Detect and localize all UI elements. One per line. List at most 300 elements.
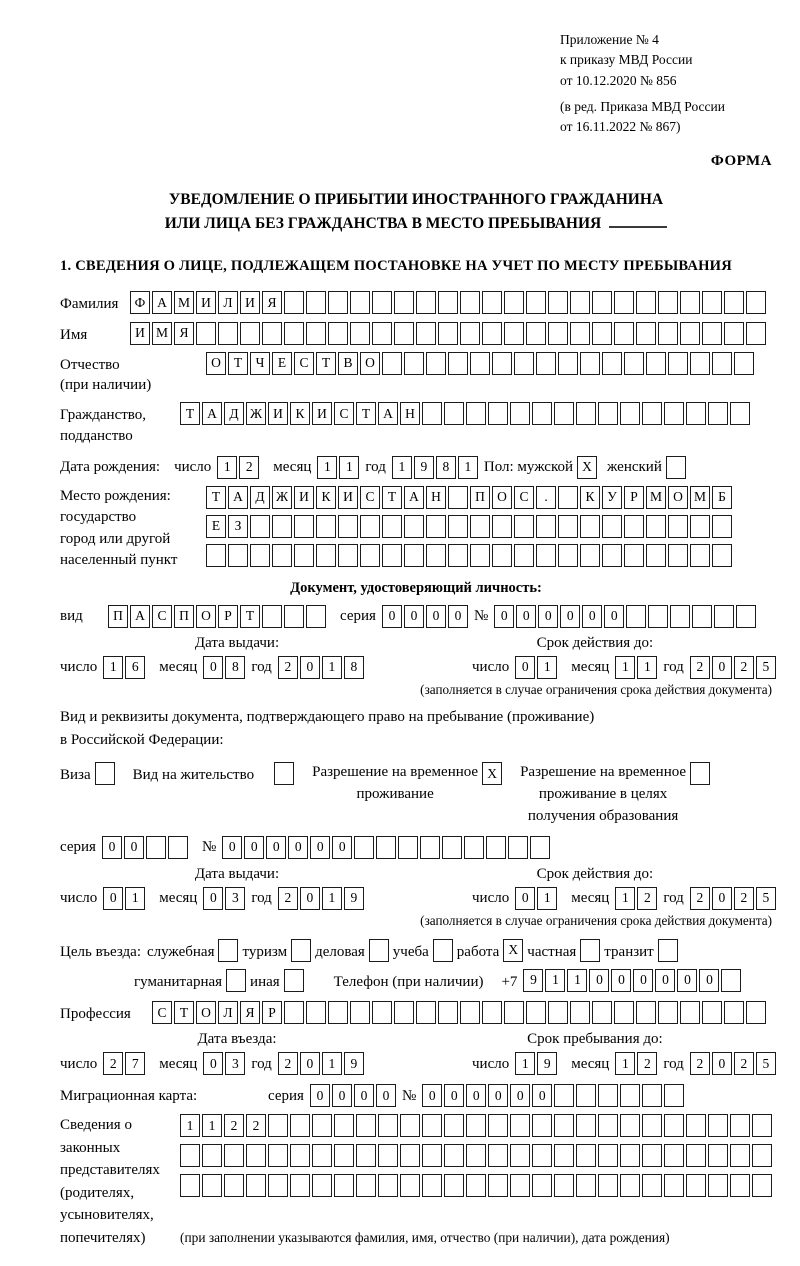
permit-number-boxes xyxy=(222,836,550,859)
char-box xyxy=(246,1174,266,1197)
char-box xyxy=(316,544,336,567)
char-box xyxy=(146,836,166,859)
char-box xyxy=(510,402,530,425)
permit-issue-group xyxy=(60,887,414,910)
char-box xyxy=(680,1001,700,1024)
year-label: год xyxy=(251,889,272,906)
char-box xyxy=(338,515,358,538)
char-box xyxy=(642,1114,662,1137)
day-label: число xyxy=(472,1055,510,1072)
char-box xyxy=(658,1001,678,1024)
char-box xyxy=(708,1144,728,1167)
permit-valid-day-boxes xyxy=(515,887,557,910)
legal-reps-label-line: попечителях) xyxy=(60,1229,146,1246)
title-line1: УВЕДОМЛЕНИЕ О ПРИБЫТИИ ИНОСТРАННОГО ГРАЖДАНИНА xyxy=(168,191,664,209)
purpose-work-checkbox: X xyxy=(503,939,523,962)
char-box: Ф xyxy=(130,291,150,314)
permit-doc-line2: в Российской Федерации: xyxy=(60,732,224,749)
char-box xyxy=(400,1174,420,1197)
char-box: 0 xyxy=(426,605,446,628)
char-box: А xyxy=(404,486,424,509)
char-box xyxy=(460,322,480,345)
char-box xyxy=(602,352,622,375)
appendix-line: к приказу МВД России xyxy=(560,52,693,68)
char-box xyxy=(334,1114,354,1137)
char-box xyxy=(400,1144,420,1167)
char-box xyxy=(690,352,710,375)
char-box: С xyxy=(360,486,380,509)
char-box xyxy=(294,515,314,538)
char-box xyxy=(532,1144,552,1167)
char-box xyxy=(548,291,568,314)
char-box xyxy=(702,322,722,345)
char-box xyxy=(470,352,490,375)
char-box: М xyxy=(646,486,666,509)
char-box xyxy=(306,291,326,314)
char-box: 0 xyxy=(611,969,631,992)
char-box xyxy=(602,515,622,538)
char-box: 1 xyxy=(322,1052,342,1075)
amendment-block xyxy=(560,97,772,138)
valid-until-heading: Срок действия до: xyxy=(536,634,654,651)
char-box xyxy=(734,352,754,375)
char-box xyxy=(636,1001,656,1024)
char-box: 2 xyxy=(278,887,298,910)
char-box xyxy=(400,1114,420,1137)
char-box xyxy=(620,1084,640,1107)
char-box xyxy=(642,1084,662,1107)
char-box xyxy=(394,322,414,345)
char-box xyxy=(692,605,712,628)
char-box: И xyxy=(338,486,358,509)
entry-day-boxes xyxy=(103,1052,145,1075)
char-box xyxy=(576,1144,596,1167)
migration-card-row xyxy=(60,1084,772,1107)
char-box xyxy=(272,544,292,567)
char-box xyxy=(466,402,486,425)
citizenship-row xyxy=(60,402,772,446)
char-box: О xyxy=(668,486,688,509)
char-box xyxy=(536,352,556,375)
char-box xyxy=(686,1114,706,1137)
birth-place-line3-boxes xyxy=(206,544,732,567)
char-box: П xyxy=(174,605,194,628)
char-box: 5 xyxy=(756,887,776,910)
char-box xyxy=(486,836,506,859)
id-issue-month-boxes xyxy=(203,656,245,679)
char-box: Т xyxy=(174,1001,194,1024)
char-box xyxy=(316,515,336,538)
char-box: 0 xyxy=(538,605,558,628)
char-box xyxy=(404,515,424,538)
char-box xyxy=(576,1084,596,1107)
char-box: У xyxy=(602,486,622,509)
char-box: Т xyxy=(206,486,226,509)
char-box xyxy=(196,322,216,345)
char-box: 9 xyxy=(344,887,364,910)
char-box xyxy=(648,605,668,628)
char-box xyxy=(708,1174,728,1197)
char-box xyxy=(712,544,732,567)
char-box xyxy=(620,1114,640,1137)
char-box xyxy=(664,1084,684,1107)
char-box xyxy=(466,1114,486,1137)
char-box xyxy=(646,544,666,567)
char-box xyxy=(536,515,556,538)
char-box xyxy=(614,291,634,314)
char-box xyxy=(548,322,568,345)
char-box: 0 xyxy=(712,1052,732,1075)
char-box: 3 xyxy=(225,887,245,910)
form-label: ФОРМА xyxy=(710,153,772,170)
purpose-transit-label: транзит xyxy=(604,943,654,960)
char-box xyxy=(426,515,446,538)
id-doc-note: (заполняется в случае ограничения срока действия документа) xyxy=(420,681,772,697)
legal-reps-row3-boxes xyxy=(180,1174,772,1197)
char-box: 0 xyxy=(560,605,580,628)
char-box xyxy=(334,1144,354,1167)
legal-reps-label-line: представителях xyxy=(60,1162,160,1179)
birth-date-label: Дата рождения: xyxy=(60,459,161,476)
temp-residence-line1: Разрешение на временное xyxy=(312,764,479,781)
char-box: 0 xyxy=(712,887,732,910)
char-box: К xyxy=(316,486,336,509)
char-box: О xyxy=(196,605,216,628)
legal-reps-block xyxy=(60,1114,772,1249)
char-box: 2 xyxy=(278,656,298,679)
char-box: 0 xyxy=(515,656,535,679)
char-box xyxy=(504,1001,524,1024)
char-box: Д xyxy=(224,402,244,425)
char-box xyxy=(422,1144,442,1167)
char-box xyxy=(312,1144,332,1167)
migration-card-label: Миграционная карта: xyxy=(60,1087,198,1104)
char-box xyxy=(721,969,741,992)
char-box xyxy=(312,1114,332,1137)
char-box xyxy=(736,605,756,628)
birth-month-boxes xyxy=(317,456,359,479)
permit-series-label: серия xyxy=(60,838,96,855)
legal-reps-row1-boxes xyxy=(180,1114,772,1137)
birth-place-sublabel: город или другой xyxy=(60,530,171,547)
char-box: С xyxy=(152,1001,172,1024)
id-doc-valid xyxy=(414,635,776,679)
char-box: 1 xyxy=(537,887,557,910)
char-box xyxy=(448,352,468,375)
char-box xyxy=(636,322,656,345)
char-box: 6 xyxy=(125,656,145,679)
char-box xyxy=(492,515,512,538)
char-box xyxy=(334,1174,354,1197)
title-line2: ИЛИ ЛИЦА БЕЗ ГРАЖДАНСТВА В МЕСТО ПРЕБЫВАНИЯ xyxy=(164,215,602,233)
char-box: 1 xyxy=(339,456,359,479)
char-box: Е xyxy=(272,352,292,375)
stay-until-heading: Срок пребывания до: xyxy=(527,1031,663,1048)
month-label: месяц xyxy=(571,659,610,676)
temp-edu-line2: проживание в целях xyxy=(538,786,668,803)
permit-valid-month-boxes xyxy=(615,887,657,910)
char-box: З xyxy=(228,515,248,538)
patronymic-boxes xyxy=(206,352,754,375)
char-box xyxy=(598,1084,618,1107)
char-box xyxy=(250,544,270,567)
char-box xyxy=(570,291,590,314)
birth-day-boxes xyxy=(217,456,259,479)
char-box xyxy=(510,1144,530,1167)
char-box xyxy=(488,1144,508,1167)
char-box: Ж xyxy=(272,486,292,509)
char-box: 0 xyxy=(266,836,286,859)
day-label: число xyxy=(60,1055,98,1072)
char-box xyxy=(570,322,590,345)
permit-doc-line1: Вид и реквизиты документа, подтверждающего право на пребывание (проживание) xyxy=(60,708,595,725)
char-box xyxy=(492,544,512,567)
char-box xyxy=(730,1144,750,1167)
id-issue-year-boxes xyxy=(278,656,364,679)
temp-residence-line2: проживание xyxy=(356,786,434,803)
char-box: И xyxy=(240,291,260,314)
char-box xyxy=(730,402,750,425)
char-box: 0 xyxy=(382,605,402,628)
char-box: 1 xyxy=(637,656,657,679)
char-box xyxy=(378,1114,398,1137)
char-box xyxy=(444,1174,464,1197)
purpose-tourism-label: туризм xyxy=(242,943,288,960)
char-box: 9 xyxy=(523,969,543,992)
char-box xyxy=(218,322,238,345)
char-box: О xyxy=(360,352,380,375)
residence-permit-checkbox xyxy=(274,762,294,785)
char-box: 0 xyxy=(332,836,352,859)
char-box: 0 xyxy=(332,1084,352,1107)
char-box: 0 xyxy=(310,1084,330,1107)
char-box xyxy=(356,1114,376,1137)
char-box xyxy=(642,402,662,425)
char-box: 0 xyxy=(633,969,653,992)
patronymic-row xyxy=(60,352,772,396)
char-box xyxy=(746,322,766,345)
char-box: Б xyxy=(712,486,732,509)
char-box xyxy=(536,544,556,567)
char-box: О xyxy=(196,1001,216,1024)
char-box: 0 xyxy=(203,1052,223,1075)
char-box: 1 xyxy=(322,887,342,910)
birth-place-sublabel: населенный пункт xyxy=(60,552,178,569)
char-box: 0 xyxy=(699,969,719,992)
char-box: 0 xyxy=(604,605,624,628)
char-box xyxy=(554,402,574,425)
id-valid-day-boxes xyxy=(515,656,557,679)
char-box xyxy=(620,402,640,425)
char-box xyxy=(548,1001,568,1024)
citizenship-label-line1: Гражданство, xyxy=(60,407,147,424)
char-box xyxy=(372,1001,392,1024)
issue-date-heading: Дата выдачи: xyxy=(194,865,280,882)
char-box: 0 xyxy=(354,1084,374,1107)
gender-female-checkbox xyxy=(666,456,686,479)
char-box xyxy=(690,515,710,538)
char-box xyxy=(284,605,304,628)
gender-male-label: Пол: мужской xyxy=(483,459,574,476)
char-box xyxy=(730,1114,750,1137)
temp-edu-residence-label xyxy=(520,762,686,827)
year-label: год xyxy=(663,659,684,676)
char-box: Т xyxy=(316,352,336,375)
char-box xyxy=(290,1114,310,1137)
char-box xyxy=(690,544,710,567)
char-box xyxy=(702,291,722,314)
char-box: 0 xyxy=(589,969,609,992)
char-box xyxy=(558,544,578,567)
char-box xyxy=(180,1144,200,1167)
appendix-block xyxy=(560,30,772,137)
char-box xyxy=(420,836,440,859)
char-box: И xyxy=(196,291,216,314)
char-box xyxy=(246,1144,266,1167)
char-box: Я xyxy=(174,322,194,345)
char-box: 2 xyxy=(103,1052,123,1075)
firstname-boxes xyxy=(130,322,766,345)
char-box: 1 xyxy=(615,887,635,910)
char-box: М xyxy=(174,291,194,314)
char-box: Р xyxy=(262,1001,282,1024)
char-box xyxy=(724,1001,744,1024)
char-box: 1 xyxy=(567,969,587,992)
char-box xyxy=(642,1174,662,1197)
permit-valid xyxy=(414,866,776,910)
char-box xyxy=(504,291,524,314)
char-box: А xyxy=(202,402,222,425)
id-doc-kind-boxes xyxy=(108,605,326,628)
id-doc-series-label: серия xyxy=(340,608,376,625)
char-box: П xyxy=(470,486,490,509)
char-box xyxy=(514,544,534,567)
char-box xyxy=(624,515,644,538)
char-box: 2 xyxy=(239,456,259,479)
char-box xyxy=(664,1114,684,1137)
char-box xyxy=(570,1001,590,1024)
char-box xyxy=(284,291,304,314)
char-box: 0 xyxy=(516,605,536,628)
char-box: 1 xyxy=(125,887,145,910)
char-box xyxy=(646,352,666,375)
purpose-official-label: служебная xyxy=(146,943,215,960)
char-box: О xyxy=(206,352,226,375)
char-box xyxy=(290,1144,310,1167)
id-valid-year-boxes xyxy=(690,656,776,679)
month-label: месяц xyxy=(571,1055,610,1072)
char-box xyxy=(680,322,700,345)
char-box: Е xyxy=(206,515,226,538)
char-box xyxy=(658,322,678,345)
char-box: 1 xyxy=(317,456,337,479)
purpose-study-label: учеба xyxy=(392,943,429,960)
id-issue-day-boxes xyxy=(103,656,145,679)
migration-number-boxes xyxy=(422,1084,684,1107)
char-box xyxy=(598,1114,618,1137)
legal-reps-row2-boxes xyxy=(180,1144,772,1167)
char-box xyxy=(636,291,656,314)
birth-place-line1-boxes xyxy=(206,486,732,509)
char-box: 1 xyxy=(217,456,237,479)
section1-heading: 1. СВЕДЕНИЯ О ЛИЦЕ, ПОДЛЕЖАЩЕМ ПОСТАНОВКЕ НА УЧЕТ ПО МЕСТУ ПРЕБЫВАНИЯ xyxy=(60,258,732,275)
char-box xyxy=(376,836,396,859)
char-box: 3 xyxy=(225,1052,245,1075)
birth-year-boxes xyxy=(392,456,478,479)
char-box xyxy=(554,1084,574,1107)
char-box xyxy=(202,1174,222,1197)
char-box xyxy=(284,322,304,345)
id-doc-number-label: № xyxy=(473,608,489,625)
profession-boxes xyxy=(152,1001,766,1024)
char-box: . xyxy=(536,486,556,509)
char-box: 8 xyxy=(225,656,245,679)
birth-place-labels xyxy=(60,486,206,572)
char-box xyxy=(708,1114,728,1137)
char-box: 8 xyxy=(436,456,456,479)
char-box xyxy=(580,352,600,375)
birth-place-line2-boxes xyxy=(206,515,732,538)
char-box xyxy=(532,1114,552,1137)
char-box xyxy=(416,291,436,314)
purpose-private-checkbox xyxy=(580,939,600,962)
char-box xyxy=(664,1144,684,1167)
char-box: Л xyxy=(218,291,238,314)
char-box: Я xyxy=(262,291,282,314)
char-box xyxy=(448,486,468,509)
char-box xyxy=(624,544,644,567)
char-box: 0 xyxy=(494,605,514,628)
patronymic-label-line2: (при наличии) xyxy=(60,377,152,394)
char-box: Н xyxy=(400,402,420,425)
phone-group xyxy=(334,969,742,992)
char-box: 0 xyxy=(488,1084,508,1107)
char-box: И xyxy=(268,402,288,425)
char-box xyxy=(224,1174,244,1197)
char-box: 0 xyxy=(203,656,223,679)
entry-dates xyxy=(60,1031,772,1075)
id-doc-series-boxes xyxy=(382,605,468,628)
char-box: 2 xyxy=(637,1052,657,1075)
purpose-business-label: деловая xyxy=(315,943,365,960)
legal-reps-label-line: законных xyxy=(60,1139,121,1156)
gender-female-label: женский xyxy=(607,459,662,476)
id-doc-dates xyxy=(60,635,772,679)
char-box xyxy=(464,836,484,859)
char-box: 0 xyxy=(510,1084,530,1107)
char-box: 0 xyxy=(222,836,242,859)
legal-reps-label-line: (родителях, xyxy=(60,1184,135,1201)
char-box: 0 xyxy=(300,1052,320,1075)
char-box xyxy=(532,1174,552,1197)
char-box: 0 xyxy=(300,887,320,910)
char-box: Т xyxy=(382,486,402,509)
visa-checkbox xyxy=(95,762,115,785)
permit-dates xyxy=(60,866,772,910)
char-box xyxy=(422,402,442,425)
surname-label: Фамилия xyxy=(60,296,119,313)
char-box xyxy=(592,322,612,345)
year-label: год xyxy=(365,459,386,476)
char-box xyxy=(224,1144,244,1167)
char-box xyxy=(290,1174,310,1197)
legal-reps-label-line: усыновителях, xyxy=(60,1207,154,1224)
issue-date-group xyxy=(60,656,414,679)
char-box: Н xyxy=(426,486,446,509)
char-box xyxy=(752,1114,772,1137)
char-box xyxy=(580,515,600,538)
char-box: А xyxy=(228,486,248,509)
